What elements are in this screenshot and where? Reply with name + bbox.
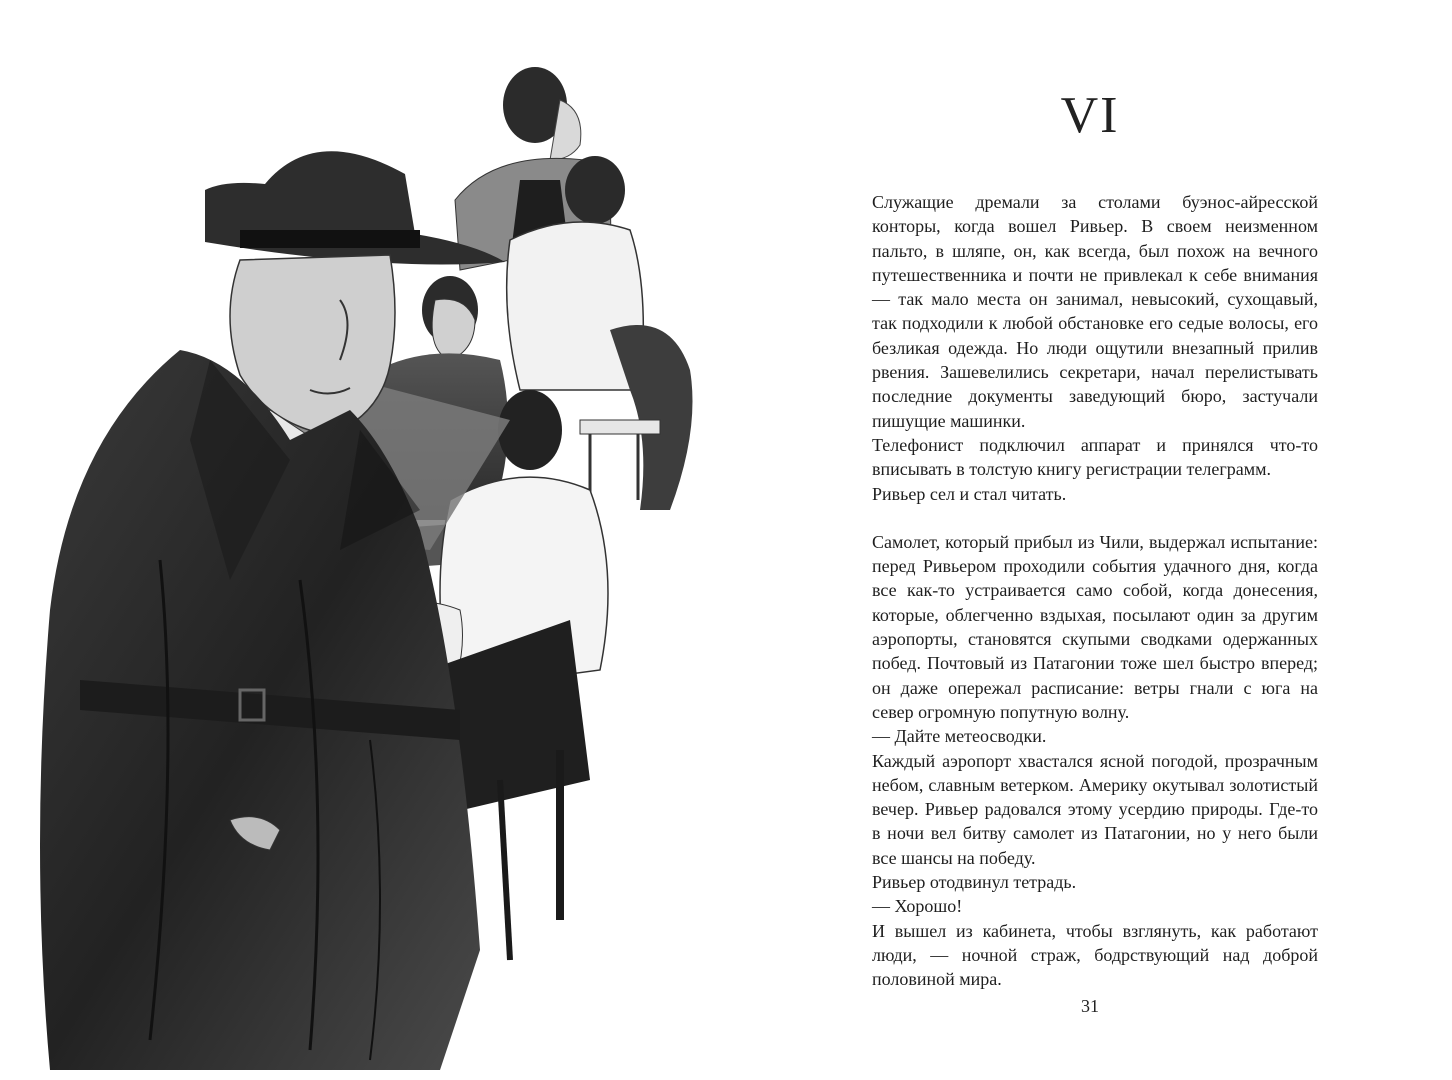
illustration-office-workers — [40, 60, 740, 1070]
paragraph: И вышел из кабинета, чтобы взглянуть, как работают люди, — ночной страж, бодрствующий над доброй половиной мира. — [872, 920, 1318, 990]
paragraph: Ривьер сел и стал читать. — [872, 483, 1067, 504]
page-number: 31 — [1081, 996, 1099, 1016]
body-text — [872, 190, 1318, 992]
paragraph: Ривьер отодвинул тетрадь. — [872, 872, 1077, 893]
illustration — [40, 60, 740, 1070]
paragraph: — Хорошо! — [872, 896, 963, 917]
paragraph: Каждый аэропорт хвастался ясной погодой, прозрачным небом, славным ветерком. Америку окутывал золотистый вечер. Ривьер радовался этому усердию природы. Где-то в ночи вел битву самолет из Патагонии, но у него были все шансы на победу. — [872, 750, 1318, 868]
chapter-title: VI — [1060, 87, 1120, 144]
section-break — [872, 506, 1318, 530]
text-page — [860, 0, 1320, 1080]
paragraph: Служащие дремали за столами буэнос-айресской конторы, когда вошел Ривьер. В своем неизменном пальто, в шляпе, он, как всегда, был похож на вечного путешественника и почти не привлекал к себе внимания — так мало места он занимал, невысокий, сухощавый, так подходили к любой обстановке его седые волосы, его безликая одежда. Но люди ощутили внезапный прилив рвения. Зашевелились секретари, начал перелистывать последние документы заведующий бюро, застучали пишущие машинки. — [872, 192, 1318, 431]
paragraph: Телефонист подключил аппарат и принялся что-то вписывать в толстую книгу регистрации телеграмм. — [872, 434, 1318, 480]
paragraph: Самолет, который прибыл из Чили, выдержал испытание: перед Ривьером проходили события удачного дня, когда все как-то устраивается само собой, когда донесения, которые, облегченно вздыхая, посылают один за другим аэропорты, становятся скупыми сводками одержанных побед. Почтовый из Патагонии тоже шел быстро вперед; он даже опережал расписание: ветры гнали с юга на север огромную попутную волну. — [872, 531, 1318, 722]
paragraph: — Дайте метеосводки. — [872, 726, 1047, 747]
